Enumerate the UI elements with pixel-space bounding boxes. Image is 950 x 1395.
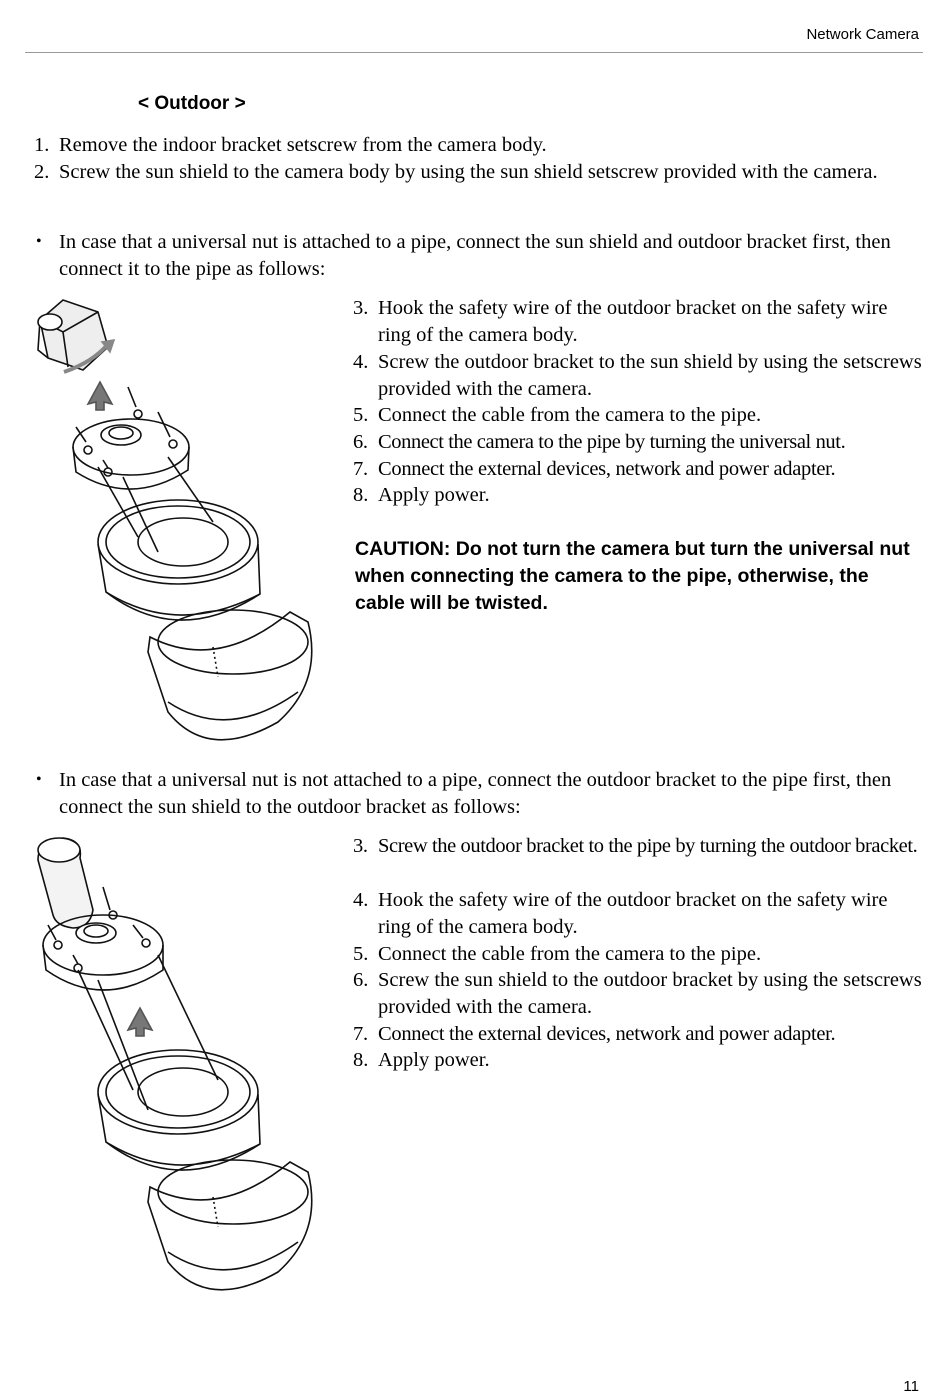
- step-number: 8.: [353, 484, 369, 506]
- step-text: Hook the safety wire of the outdoor bracket on the safety wire ring of the camera body.: [378, 297, 888, 346]
- step-number: 2.: [34, 161, 50, 183]
- case1-text: In case that a universal nut is attached to a pipe, connect the sun shield and outdoor bracket first, then connect it to the pipe as follows:: [59, 231, 891, 280]
- step-number: 6.: [353, 431, 368, 453]
- case2-bullet-item: [34, 767, 924, 820]
- step-text: Remove the indoor bracket setscrew from the camera body.: [59, 134, 547, 156]
- step-number: 8.: [353, 1049, 369, 1071]
- case2-step-8: [353, 1047, 923, 1074]
- case2-step-6: [353, 967, 923, 1020]
- case1-bullet-item: [34, 229, 924, 282]
- step-number: 4.: [353, 351, 369, 373]
- bullet-icon: •: [36, 233, 42, 250]
- case1-step-3: [353, 295, 923, 348]
- caution-note: CAUTION: Do not turn the camera but turn the universal nut when connecting the camera to the pipe, otherwise, the cable will be twisted.: [355, 538, 910, 614]
- step-text: Screw the outdoor bracket to the sun shield by using the setscrews provided with the camera.: [378, 351, 922, 400]
- step-number: 3.: [353, 835, 368, 857]
- case2-step-3: [353, 833, 933, 860]
- step-text: Screw the sun shield to the camera body by using the sun shield setscrew provided with the camera.: [59, 161, 878, 183]
- step-number: 5.: [353, 404, 369, 426]
- intro-step-1: [34, 132, 924, 159]
- case2-text: In case that a universal nut is not attached to a pipe, connect the outdoor bracket to the pipe first, then connect the sun shield to the outdoor bracket as follows:: [59, 769, 892, 818]
- header-rule: [25, 52, 923, 53]
- step-number: 5.: [353, 943, 369, 965]
- step-text: Connect the external devices, network and power adapter.: [378, 458, 836, 480]
- case2-step-5: [353, 941, 923, 968]
- case1-step-5: [353, 402, 923, 429]
- step-text: Screw the outdoor bracket to the pipe by turning the outdoor bracket.: [378, 835, 918, 857]
- step-text: Connect the external devices, network and power adapter.: [378, 1023, 836, 1045]
- intro-step-2: [34, 159, 924, 186]
- case1-step-6: [353, 429, 933, 456]
- step-number: 1.: [34, 134, 50, 156]
- step-text: Connect the cable from the camera to the pipe.: [378, 404, 762, 426]
- step-text: Connect the cable from the camera to the pipe.: [378, 943, 762, 965]
- step-text: Hook the safety wire of the outdoor bracket on the safety wire ring of the camera body.: [378, 889, 888, 938]
- bullet-icon: •: [36, 771, 42, 788]
- step-text: Connect the camera to the pipe by turning the universal nut.: [378, 431, 846, 453]
- step-number: 6.: [353, 969, 369, 991]
- step-number: 3.: [353, 297, 369, 319]
- case1-step-4: [353, 349, 923, 402]
- step-number: 7.: [353, 458, 368, 480]
- step-number: 4.: [353, 889, 369, 911]
- step-text: Apply power.: [378, 1049, 490, 1071]
- header-title: Network Camera: [806, 26, 919, 43]
- step-number: 7.: [353, 1023, 368, 1045]
- case2-step-7: [353, 1021, 933, 1048]
- assembly-illustration-2: [18, 830, 328, 1300]
- case1-step-7: [353, 456, 933, 483]
- assembly-illustration-1: [28, 292, 328, 757]
- page-number: 11: [903, 1378, 919, 1395]
- step-text: Screw the sun shield to the outdoor bracket by using the setscrews provided with the camera.: [378, 969, 922, 1018]
- case2-step-4: [353, 887, 923, 940]
- step-text: Apply power.: [378, 484, 490, 506]
- case1-step-8: [353, 482, 923, 509]
- section-title: < Outdoor >: [138, 93, 246, 114]
